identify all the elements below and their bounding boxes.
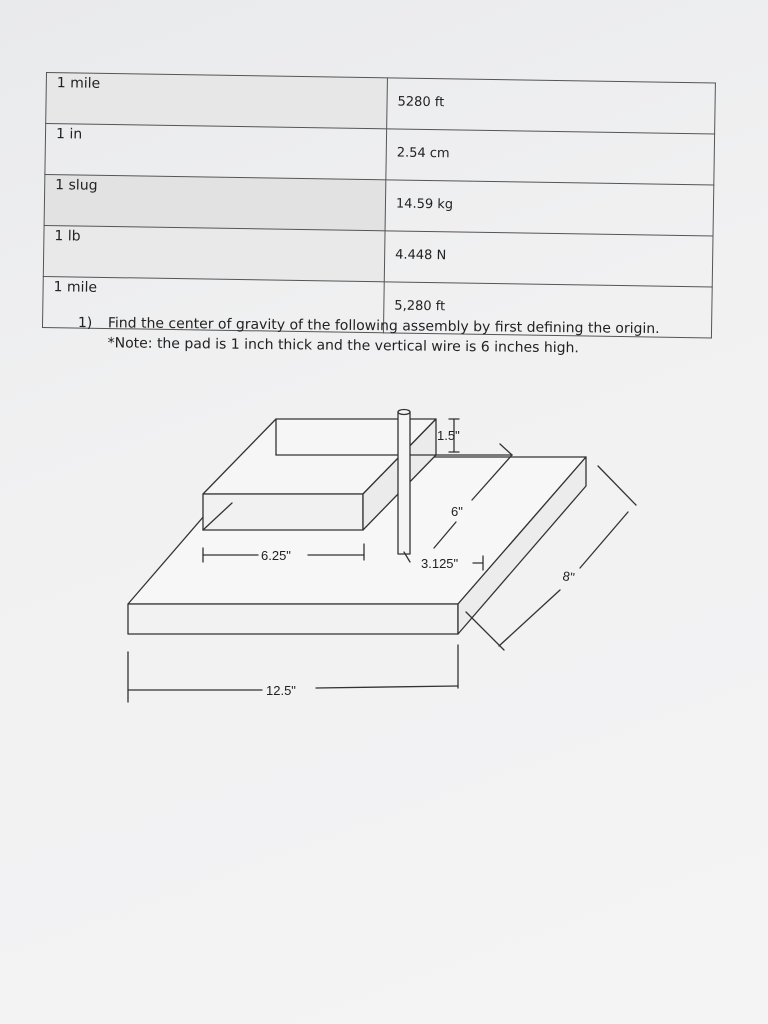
unit-cell: 1 mile <box>42 276 384 332</box>
value-cell: 14.59 kg <box>385 180 714 236</box>
pad-width-dim-line <box>316 686 458 688</box>
value-cell: 4.448 N <box>384 231 713 287</box>
unit-cell: 1 mile <box>46 73 388 129</box>
box-height-label: 1.5" <box>437 428 460 443</box>
wire-offset-label: 3.125" <box>421 556 459 571</box>
wire-height-label: 6" <box>451 504 463 519</box>
question-text: Find the center of gravity of the following assembly by first defining the origin. <box>107 315 660 338</box>
vertical-wire <box>398 412 410 554</box>
value-cell: 2.54 cm <box>386 129 715 185</box>
pad-width-label: 12.5" <box>266 683 296 698</box>
question-note: *Note: the pad is 1 inch thick and the vertical wire is 6 inches high. <box>107 335 579 357</box>
pad-depth-ext-line <box>466 612 504 650</box>
pad-depth-ext-line <box>598 466 636 505</box>
box-front-face <box>203 494 363 530</box>
unit-cell: 1 lb <box>43 225 385 281</box>
wire-top <box>398 410 410 415</box>
unit-cell: 1 in <box>45 124 387 180</box>
pad-front-face <box>128 604 458 634</box>
pad-depth-label: 8" <box>561 568 576 586</box>
question-number: 1) <box>77 314 93 332</box>
unit-cell: 1 slug <box>44 174 386 230</box>
box-width-label: 6.25" <box>261 548 291 563</box>
value-cell: 5,280 ft <box>383 282 712 338</box>
pad-depth-dim-line <box>580 512 628 568</box>
pad-depth-dim-line <box>499 590 560 646</box>
value-cell: 5280 ft <box>387 78 716 134</box>
wire-height-dim-mark <box>500 444 512 455</box>
